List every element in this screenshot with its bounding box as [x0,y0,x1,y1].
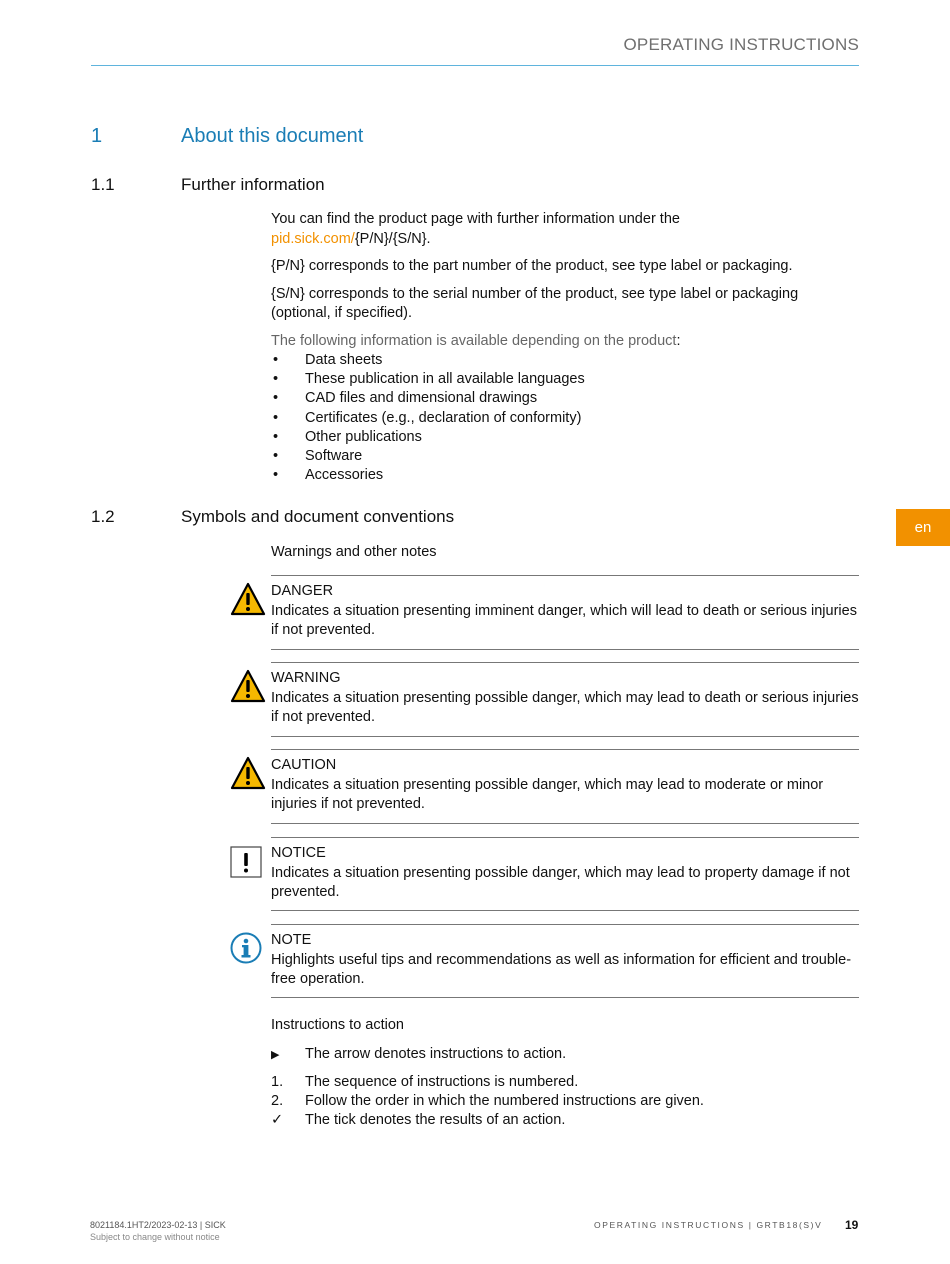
list-lead [271,332,861,352]
numbered-step [271,1092,861,1111]
warning-text: Indicates a situation presenting possible danger, which may lead to property damage if not prevented. [271,864,850,900]
page-number: 19 [845,1218,859,1232]
warning-top-rule [271,924,859,925]
section-title: About this document [181,125,364,147]
part-number-paragraph: {P/N} corresponds to the part number of the product, see type label or packaging. [271,258,793,274]
list-lead-colon: : [676,332,681,349]
caution-block [271,756,861,815]
step-number: 1. [271,1074,284,1090]
paragraph-text: You can find the product page with further information under the [271,211,680,227]
section-number: 1.1 [91,175,115,194]
list-lead-text: The following information is available depending on the product [271,332,677,349]
list-item: • Certificates (e.g., declaration of conformity) [271,409,861,428]
product-page-paragraph [271,210,861,249]
change-notice: Subject to change without notice [90,1232,220,1242]
footer-center: OPERATING INSTRUCTIONS | GRTB18(S)V [594,1220,823,1230]
instructions-label: Instructions to action [271,1017,404,1033]
serial-number-paragraph: {S/N} corresponds to the serial number of the product, see type label or packaging (optional, if specified). [271,285,799,321]
warning-text: Indicates a situation presenting possible danger, which may lead to moderate or minor injuries if not prevented. [271,776,824,812]
list-item: • Software [271,447,861,466]
result-step [271,1111,861,1130]
language-tab[interactable]: en [896,509,950,546]
step-text: The tick denotes the results of an action. [305,1112,566,1129]
section-title: Symbols and document conventions [181,507,455,526]
numbered-instructions [271,1073,861,1131]
warning-top-rule [271,662,859,663]
warning-triangle-icon [230,756,266,795]
warnings-label: Warnings and other notes [271,544,437,560]
section-number: 1.2 [91,507,115,526]
section-number: 1 [91,125,103,147]
warning-top-rule [271,837,859,838]
step-text: Follow the order in which the numbered instructions are given. [305,1093,704,1110]
list-item: • Data sheets [271,351,861,370]
warning-triangle-icon [230,582,266,621]
notice-block [271,844,861,903]
warning-bottom-rule [271,649,859,650]
list-item: • CAD files and dimensional drawings [271,389,861,408]
section-title: Further information [181,175,325,194]
warning-text: Highlights useful tips and recommendations as well as information for efficient and trouble-free operation. [271,951,852,987]
warning-title: NOTICE [271,845,326,861]
step-text: The arrow denotes instructions to action. [305,1046,567,1062]
numbered-step [271,1073,861,1092]
warning-top-rule [271,749,859,750]
header-title: OPERATING INSTRUCTIONS [623,35,859,54]
info-icon [230,932,262,969]
list-item: • These publication in all available languages [271,370,861,389]
warning-bottom-rule [271,997,859,998]
instruction-step [271,1045,861,1064]
warning-title: CAUTION [271,757,337,773]
check-icon: ✓ [271,1112,284,1129]
note-block [271,931,861,990]
step-text: The sequence of instructions is numbered. [305,1074,579,1090]
warning-text: Indicates a situation presenting imminent danger, which will lead to death or serious injuries if not prevented. [271,602,857,638]
further-information-body [271,210,861,485]
warning-triangle-icon [230,669,266,708]
notice-exclamation-icon [230,846,262,883]
warning-bottom-rule [271,736,859,737]
warning-title: NOTE [271,932,312,948]
arrow-instruction [271,1045,861,1064]
danger-block [271,582,861,641]
step-number: 2. [271,1093,284,1110]
footer-left [90,1219,226,1243]
warning-bottom-rule [271,823,859,824]
list-item: • Accessories [271,466,861,485]
warning-text: Indicates a situation presenting possible danger, which may lead to death or serious injuries if not prevented. [271,689,859,725]
product-page-link[interactable]: pid.sick.com/ [271,230,355,247]
available-info-list [271,351,861,485]
arrow-icon: ▶ [271,1049,280,1061]
link-suffix: {P/N}/{S/N}. [354,230,431,247]
warning-block [271,669,861,728]
warning-title: DANGER [271,583,334,599]
list-item: • Other publications [271,428,861,447]
header-rule [91,65,859,66]
warning-bottom-rule [271,910,859,911]
warning-title: WARNING [271,670,341,686]
document-id: 8021184.1HT2/2023-02-13 | SICK [90,1220,226,1230]
warning-top-rule [271,575,859,576]
